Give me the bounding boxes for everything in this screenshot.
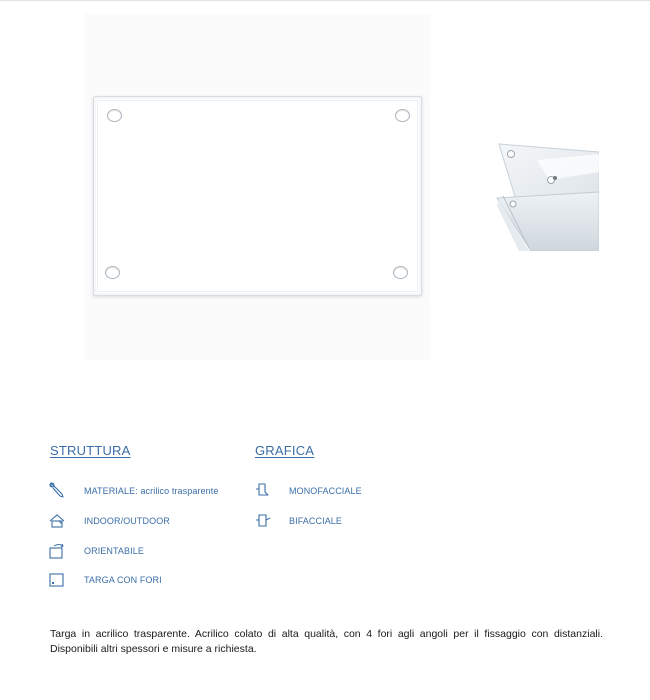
corner-hole [395, 109, 410, 122]
feature-item-monofacciale [254, 481, 272, 499]
feature-item-targa-con-fori [48, 571, 66, 589]
feature-label-monofacciale: MONOFACCIALE [289, 486, 362, 496]
section-title-struttura: STRUTTURA [50, 443, 131, 458]
plate-with-hole-icon [48, 571, 66, 589]
product-detail-image [489, 140, 599, 251]
rotate-panel-icon [48, 542, 66, 560]
wrench-icon [48, 481, 66, 499]
single-sided-icon [254, 481, 272, 499]
corner-hole [105, 266, 120, 279]
feature-label-targa-con-fori: TARGA CON FORI [84, 575, 162, 585]
feature-item-indoor-outdoor [48, 512, 66, 530]
feature-label-indoor-outdoor: INDOOR/OUTDOOR [84, 516, 170, 526]
section-title-grafica: GRAFICA [255, 443, 315, 458]
feature-item-orientabile [48, 542, 66, 560]
corner-hole [107, 109, 122, 122]
acrylic-plate [93, 96, 422, 296]
top-divider [0, 0, 650, 1]
double-sided-icon [254, 512, 272, 530]
description-line-1: Targa in acrilico trasparente. Acrilico colato di alta qualità, con 4 fori agli angoli per il fissaggio con distanziali. [50, 628, 603, 640]
feature-label-material: MATERIALE: acrilico trasparente [84, 486, 219, 496]
description-line-2: Disponibili altri spessori e misure a richiesta. [50, 643, 257, 655]
product-main-image [84, 14, 430, 360]
product-description [50, 627, 603, 657]
feature-label-bifacciale: BIFACCIALE [289, 516, 343, 526]
corner-hole [393, 266, 408, 279]
house-icon [48, 512, 66, 530]
feature-label-orientabile: ORIENTABILE [84, 546, 144, 556]
feature-item-material [48, 481, 66, 499]
corner-detail-illustration [489, 140, 599, 251]
feature-item-bifacciale [254, 512, 272, 530]
